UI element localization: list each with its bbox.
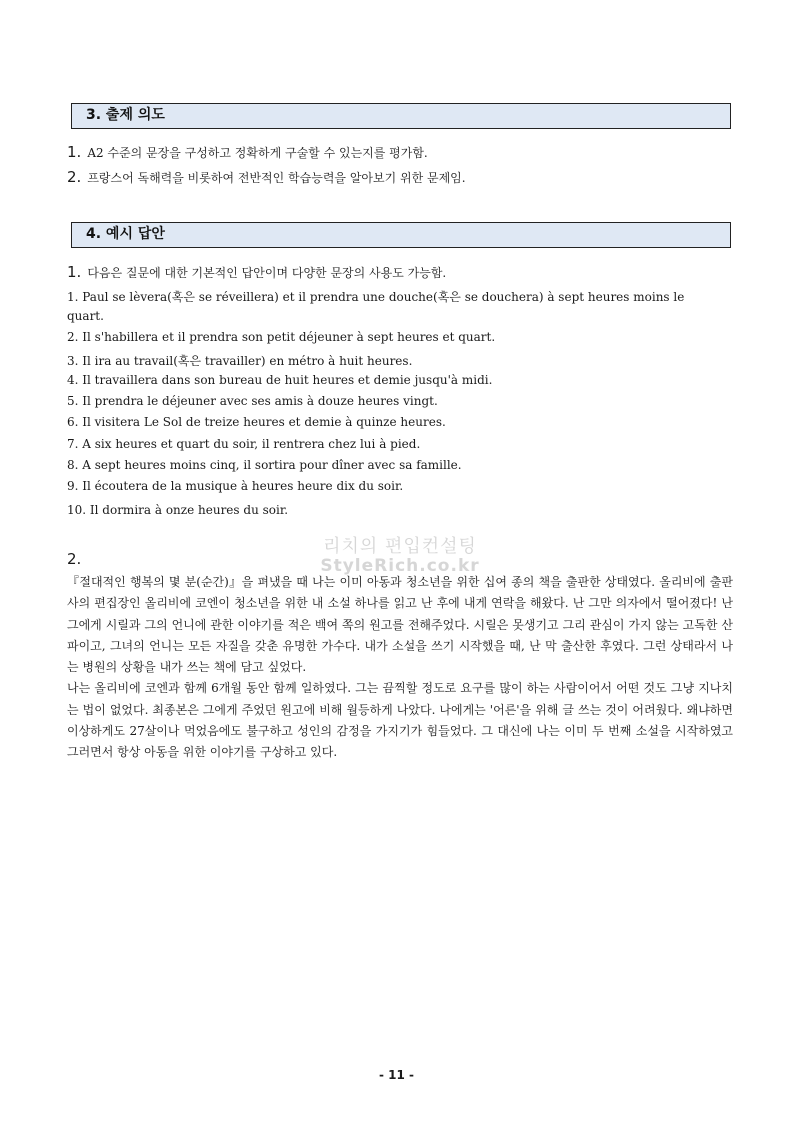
intent-text: A2 수준의 문장을 구성하고 정확하게 구술할 수 있는지를 평가함.: [87, 146, 428, 160]
intent-item-1: [67, 143, 428, 161]
answer2-body: [67, 572, 733, 764]
page-number: - 11 -: [378, 1068, 414, 1082]
answer-line: 10. Il dormira à onze heures du soir.: [67, 503, 289, 517]
answer2-number-line: [67, 550, 87, 568]
intent-text: 프랑스어 독해력을 비롯하여 전반적인 학습능력을 알아보기 위한 문제임.: [87, 171, 466, 185]
answer2-paragraph-2: 나는 올리비에 코엔과 함께 6개월 동안 함께 일하였다. 그는 끔찍할 정도로 요구를 많이 하는 사람이어서 어떤 것도 그냥 지나치는 법이 없었다. 최종본은 그에게 주었던 원고에 비해 월등하게 나았다. 나에게는 '어른'을 위해 글 쓰는 것이 어려웠다. 왜냐하면 이상하게도 27살이나 먹었음에도 불구하고 성인의 감정을 가지기가 힘들었다. 그 대신에 나는 이미 두 번째 소설을 시작하였고 그러면서 항상 아동을 위한 이야기를 구상하고 있다.: [67, 681, 733, 760]
answer-line: 6. Il visitera Le Sol de treize heures et demie à quinze heures.: [67, 415, 446, 429]
section-3-header: 3. 출제 의도: [71, 103, 731, 129]
answer-line: 1. Paul se lèvera(혹은 se réveillera) et il prendra une douche(혹은 se douchera) à sept heures moins le: [67, 290, 685, 304]
answer-line: 5. Il prendra le déjeuner avec ses amis à douze heures vingt.: [67, 394, 438, 408]
section-4-header: 4. 예시 답안: [71, 222, 731, 248]
answer1-intro: 다음은 질문에 대한 기본적인 답안이며 다양한 문장의 사용도 가능함.: [87, 266, 447, 280]
answer-line: 2. Il s'habillera et il prendra son petit déjeuner à sept heures et quart.: [67, 330, 496, 344]
watermark: [320, 532, 480, 576]
watermark-line-2: StyleRich.co.kr: [320, 556, 480, 576]
intent-item-2: [67, 168, 466, 186]
answer-line: 9. Il écoutera de la musique à heures heure dix du soir.: [67, 479, 404, 493]
intent-number: 2.: [67, 168, 82, 186]
answer1-number: 1.: [67, 263, 82, 281]
answer-line: 8. A sept heures moins cinq, il sortira pour dîner avec sa famille.: [67, 458, 462, 472]
answer-line: 4. Il travaillera dans son bureau de huit heures et demie jusqu'à midi.: [67, 373, 493, 387]
answer2-number: 2.: [67, 550, 82, 568]
answer-line: 7. A six heures et quart du soir, il rentrera chez lui à pied.: [67, 437, 421, 451]
watermark-line-1: 리치의 편입컨설팅: [323, 536, 477, 557]
answer-line: 3. Il ira au travail(혹은 travailler) en métro à huit heures.: [67, 354, 413, 368]
intent-number: 1.: [67, 143, 82, 161]
answer2-paragraph-1: 『절대적인 행복의 몇 분(순간)』을 펴냈을 때 나는 이미 아동과 청소년을 위한 십여 종의 책을 출판한 상태였다. 올리비에 출판사의 편집장인 올리비에 코엔이 청소년을 위한 내 소설 하나를 읽고 난 후에 내게 연락을 해왔다. 난 그만 의자에서 떨어졌다! 난 그에게 시릴과 그의 언니에 관한 이야기를 적은 백여 쪽의 원고를 전해주었다. 시릴은 못생기고 그리 관심이 가지 않는 고독한 산파이고, 그녀의 언니는 모든 자질을 갖춘 유명한 가수다. 내가 소설을 쓰기 시작했을 때, 난 막 출산한 후였다. 그런 상태라서 나는 병원의 상황을 내가 쓰는 책에 담고 싶었다.: [67, 575, 733, 675]
answer1-intro-line: [67, 263, 446, 281]
answer-line: quart.: [67, 309, 104, 323]
